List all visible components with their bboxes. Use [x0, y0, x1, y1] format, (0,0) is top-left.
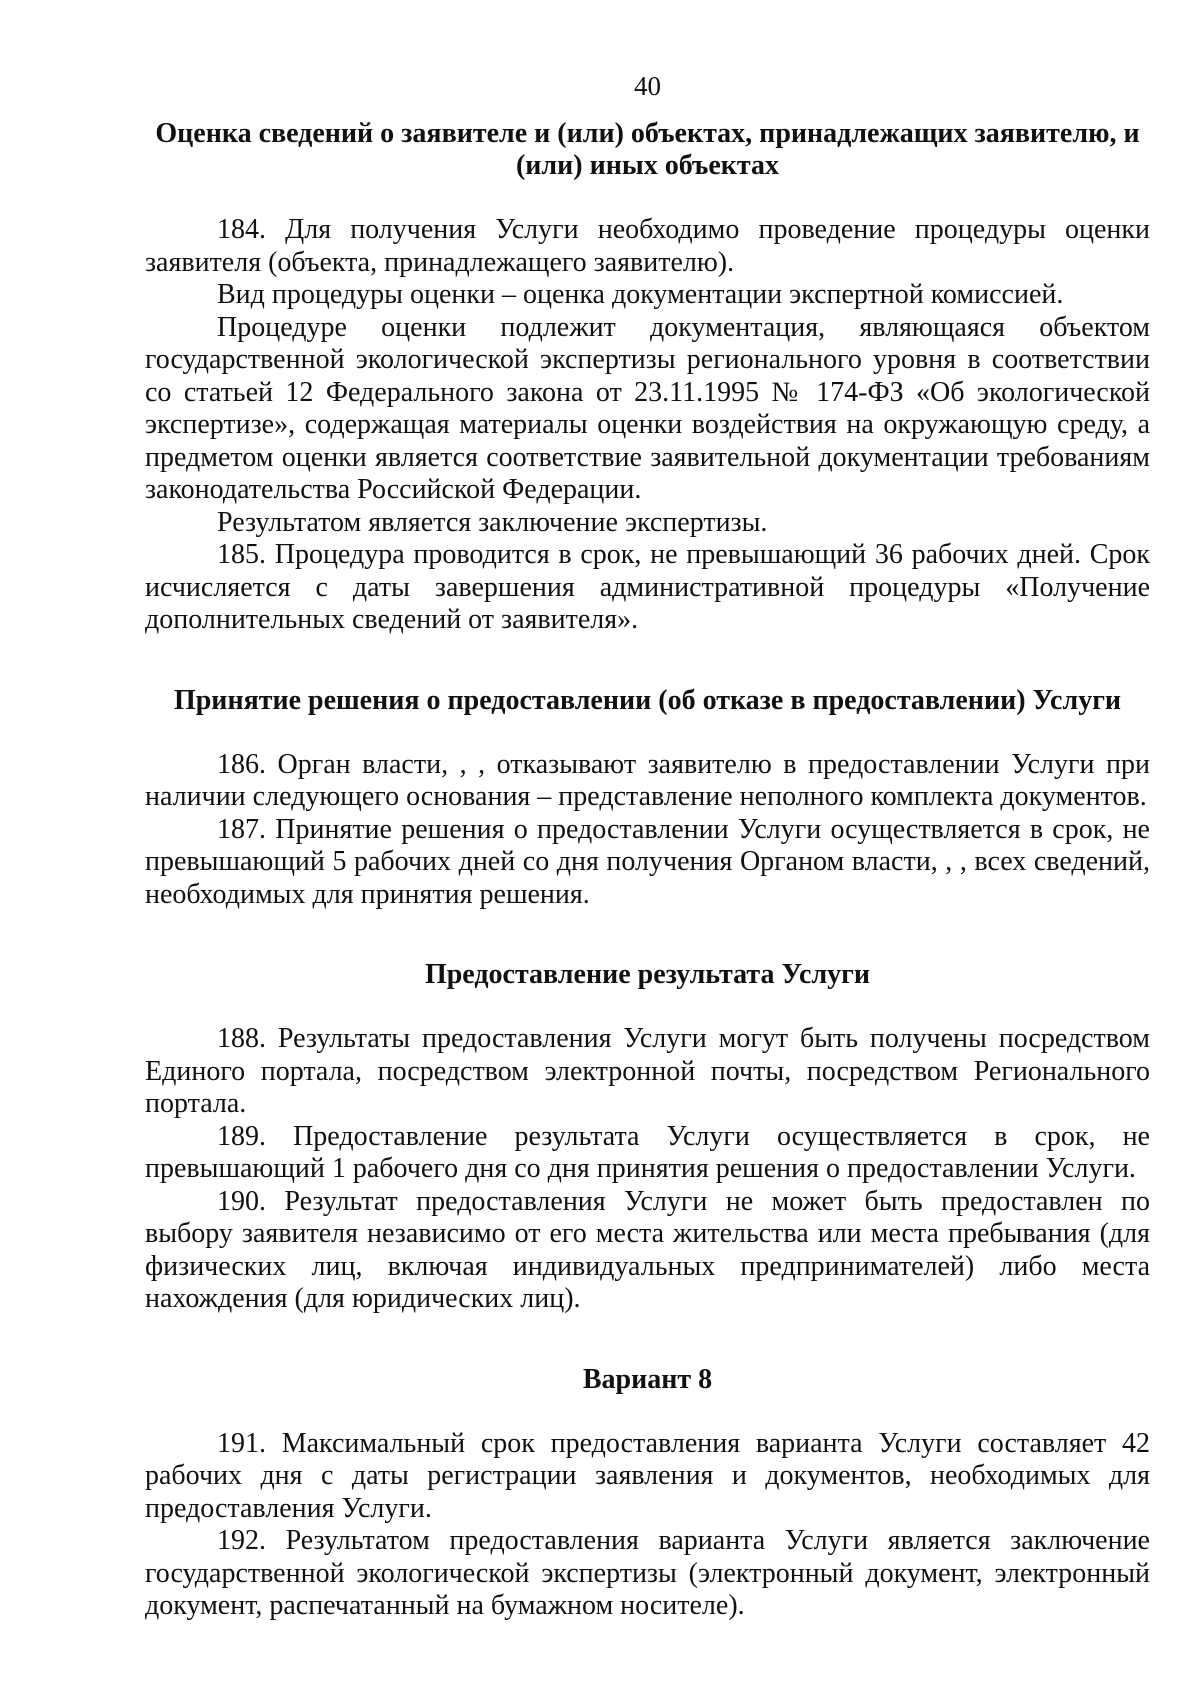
paragraph-191: 191. Максимальный срок предоставления варианта Услуги составляет 42 рабочих дня с даты регистрации заявления и документов, необходимых для предоставления Услуги. [145, 1427, 1150, 1524]
paragraph-192: 192. Результатом предоставления варианта Услуги является заключение государственной экологической экспертизы (электронный документ, электронный документ, распечатанный на бумажном носителе). [145, 1525, 1150, 1621]
paragraph-assessment-result: Результатом является заключение экспертизы. [217, 506, 768, 538]
section-heading-decision: Принятие решения о предоставлении (об отказе в предоставлении) Услуги [173, 684, 1122, 716]
paragraph-assessment-type: Вид процедуры оценки – оценка документации экспертной комиссией. [217, 279, 1064, 310]
section-heading-result-delivery: Предоставление результата Услуги [424, 959, 871, 990]
paragraph-189: 189. Предоставление результата Услуги осуществляется в срок, не превышающий 1 рабочего дня со дня принятия решения о предоставлении Услуги. [145, 1120, 1150, 1184]
section-heading-variant-8: Вариант 8 [582, 1363, 713, 1395]
paragraph-assessment-subject: Процедуре оценки подлежит документация, являющаяся объектом государственной экологической экспертизы регионального уровня в соответствии со статьей 12 Федерального закона от 23.11.1995 № 174-ФЗ «Об экологической экспертизе», содержащая материалы оценки воздействия на окружающую среду, а предметом оценки является соответствие заявительной документации требованиям законодательства Российской Федерации. [145, 311, 1150, 505]
page-number: 40 [634, 71, 661, 101]
paragraph-184: 184. Для получения Услуги необходимо проведение процедуры оценки заявителя (объекта, принадлежащего заявителю). [145, 214, 1150, 278]
paragraph-187: 187. Принятие решения о предоставлении Услуги осуществляется в срок, не превышающий 5 рабочих дней со дня получения Органом власти, , , всех сведений, необходимых для принятия решения. [145, 813, 1150, 910]
paragraph-186: 186. Орган власти, , , отказывают заявителю в предоставлении Услуги при наличии следующего основания – представление неполного комплекта документов. [145, 748, 1150, 812]
document-body [145, 118, 1150, 1623]
paragraph-185: 185. Процедура проводится в срок, не превышающий 36 рабочих дней. Срок исчисляется с даты завершения административной процедуры «Получение дополнительных сведений от заявителя». [145, 539, 1150, 635]
paragraph-190: 190. Результат предоставления Услуги не может быть предоставлен по выбору заявителя независимо от его места жительства или места пребывания (для физических лиц, включая индивидуальных предпринимателей) либо места нахождения (для юридических лиц). [145, 1185, 1150, 1314]
section-heading-applicant-assessment: Оценка сведений о заявителе и (или) объектах, принадлежащих заявителю, и (или) иных объектах [155, 118, 1140, 181]
paragraph-188: 188. Результаты предоставления Услуги могут быть получены посредством Единого портала, посредством электронной почты, посредством Регионального портала. [145, 1023, 1150, 1119]
